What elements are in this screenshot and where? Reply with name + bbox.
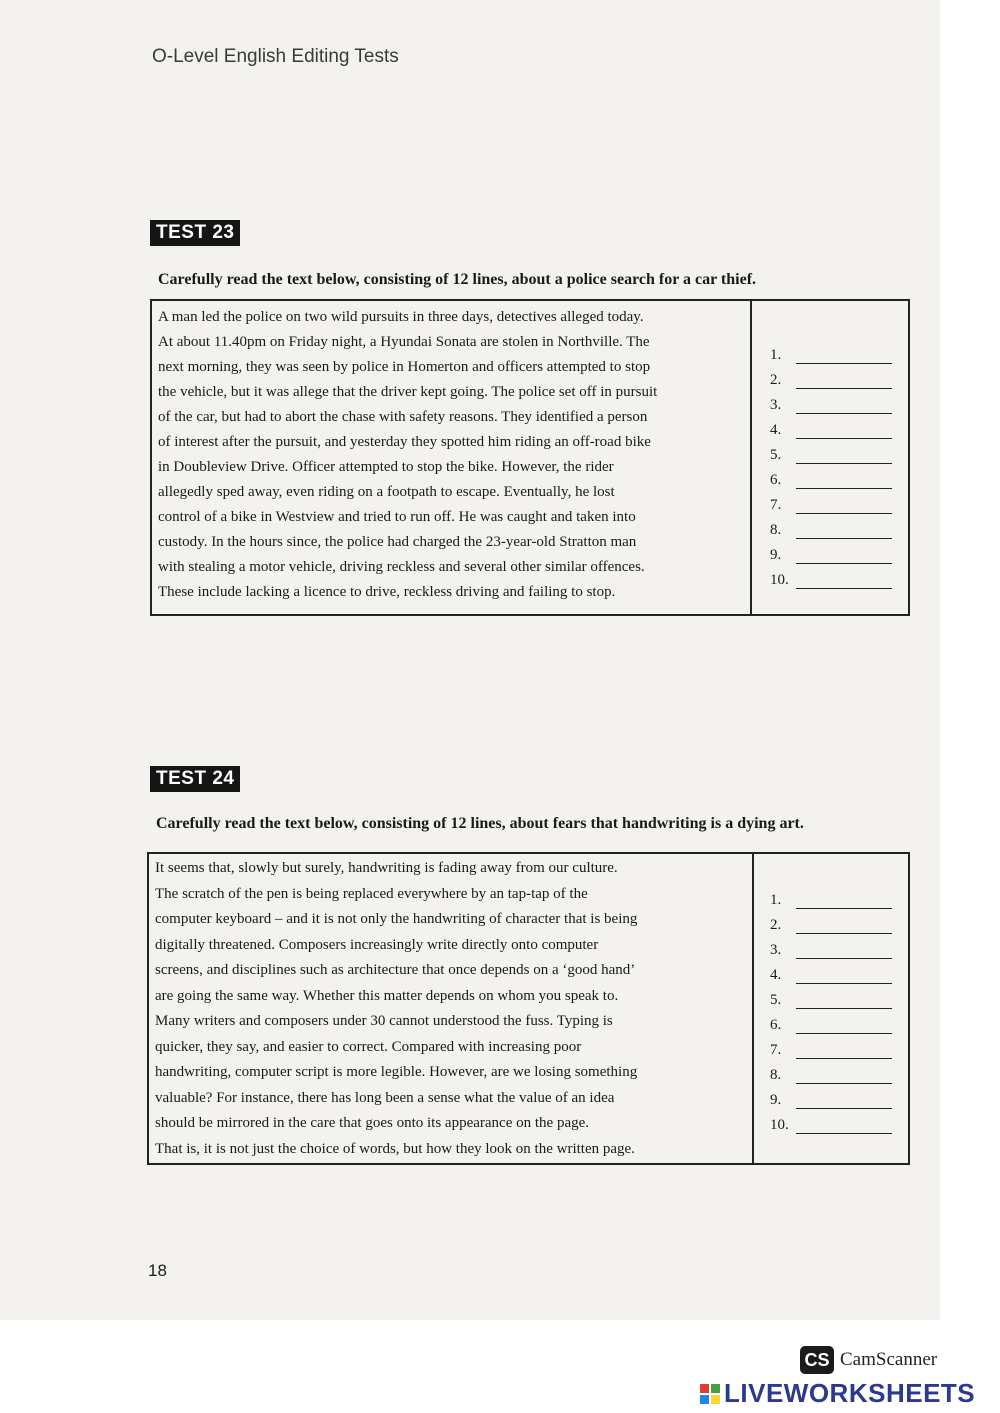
- answer-number: 2.: [770, 917, 782, 933]
- test-24-box: [147, 852, 910, 1165]
- answer-blank[interactable]: [796, 1119, 892, 1134]
- answer-row: [770, 464, 908, 489]
- test-24-instruction: Carefully read the text below, consisting of 12 lines, about fears that handwriting is a dying art.: [156, 815, 804, 832]
- answer-blank[interactable]: [796, 474, 892, 489]
- answer-row: [770, 389, 908, 414]
- text-line: control of a bike in Westview and tried to run off. He was caught and taken into: [158, 509, 636, 525]
- answer-blank[interactable]: [796, 374, 892, 389]
- answer-number: 6.: [770, 472, 782, 488]
- test-23-badge: TEST 23: [150, 220, 240, 246]
- answer-number: 4.: [770, 422, 782, 438]
- liveworksheets-grid-icon: [700, 1384, 720, 1404]
- answer-blank[interactable]: [796, 449, 892, 464]
- text-line: digitally threatened. Composers increasingly write directly onto computer: [155, 936, 599, 953]
- answer-number: 9.: [770, 1092, 782, 1108]
- text-line: It seems that, slowly but surely, handwriting is fading away from our culture.: [155, 860, 618, 876]
- answer-number: 5.: [770, 992, 782, 1008]
- answer-number: 3.: [770, 942, 782, 958]
- camscanner-logo-icon: CS: [800, 1346, 834, 1374]
- text-line: allegedly sped away, even riding on a footpath to escape. Eventually, he lost: [158, 484, 615, 500]
- text-line: These include lacking a licence to drive, reckless driving and failing to stop.: [158, 584, 616, 600]
- answer-blank[interactable]: [796, 1094, 892, 1109]
- book-header: O-Level English Editing Tests: [152, 46, 399, 67]
- answer-row: [770, 959, 908, 984]
- answer-row: [770, 414, 908, 439]
- text-line: of interest after the pursuit, and yesterday they spotted him riding an off-road bike: [158, 434, 651, 450]
- answer-number: 10.: [770, 572, 789, 588]
- answer-number: 2.: [770, 372, 782, 388]
- answer-row: [770, 1059, 908, 1084]
- text-line: next morning, they was seen by police in Homerton and officers attempted to stop: [158, 359, 651, 375]
- text-line: At about 11.40pm on Friday night, a Hyundai Sonata are stolen in Northville. The: [158, 334, 650, 350]
- text-line: custody. In the hours since, the police had charged the 23-year-old Stratton man: [158, 534, 637, 550]
- test-23-instruction: Carefully read the text below, consisting of 12 lines, about a police search for a car thief.: [158, 271, 757, 288]
- answer-number: 1.: [770, 347, 782, 363]
- answer-row: [770, 564, 908, 589]
- lw-square-icon: [700, 1384, 709, 1393]
- answer-row: [770, 489, 908, 514]
- answer-number: 10.: [770, 1117, 789, 1133]
- answer-number: 8.: [770, 1067, 782, 1083]
- text-line: valuable? For instance, there has long been a sense what the value of an idea: [155, 1089, 615, 1106]
- lw-square-icon: [711, 1384, 720, 1393]
- text-line: Many writers and composers under 30 cannot understood the fuss. Typing is: [155, 1013, 613, 1029]
- answer-blank[interactable]: [796, 399, 892, 414]
- answer-number: 1.: [770, 892, 782, 908]
- answer-row: [770, 514, 908, 539]
- test-24-badge: TEST 24: [150, 766, 240, 792]
- answer-row: [770, 984, 908, 1009]
- answer-row: [770, 364, 908, 389]
- answer-row: [770, 1009, 908, 1034]
- text-line: should be mirrored in the care that goes onto its appearance on the page.: [155, 1115, 590, 1131]
- answer-blank[interactable]: [796, 944, 892, 959]
- answer-row: [770, 339, 908, 364]
- answer-blank[interactable]: [796, 549, 892, 564]
- answer-number: 3.: [770, 397, 782, 413]
- answer-number: 7.: [770, 1042, 782, 1058]
- answer-blank[interactable]: [796, 969, 892, 984]
- text-line: quicker, they say, and easier to correct. Compared with increasing poor: [155, 1038, 582, 1055]
- text-line: screens, and disciplines such as architecture that once depends on a ‘good hand’: [155, 962, 636, 978]
- answer-blank[interactable]: [796, 1044, 892, 1059]
- answer-blank[interactable]: [796, 919, 892, 934]
- answer-blank[interactable]: [796, 1019, 892, 1034]
- text-line: A man led the police on two wild pursuits in three days, detectives alleged today.: [158, 309, 644, 325]
- answer-blank[interactable]: [796, 499, 892, 514]
- answer-number: 8.: [770, 522, 782, 538]
- text-line: The scratch of the pen is being replaced everywhere by an tap-tap of the: [155, 885, 588, 902]
- answer-row: [770, 1034, 908, 1059]
- text-line: That is, it is not just the choice of words, but how they look on the written page.: [155, 1140, 635, 1157]
- answer-blank[interactable]: [796, 424, 892, 439]
- answer-row: [770, 909, 908, 934]
- camscanner-watermark: [800, 1346, 937, 1374]
- liveworksheets-label: LIVEWORKSHEETS: [724, 1378, 976, 1408]
- text-line: in Doubleview Drive. Officer attempted to stop the bike. However, the rider: [158, 459, 614, 475]
- answer-blank[interactable]: [796, 349, 892, 364]
- answer-number: 6.: [770, 1017, 782, 1033]
- answer-number: 5.: [770, 447, 782, 463]
- answer-blank[interactable]: [796, 894, 892, 909]
- lw-square-icon: [700, 1395, 709, 1404]
- camscanner-label: CamScanner: [840, 1349, 938, 1370]
- page-number: 18: [148, 1261, 167, 1280]
- test-24-text: [149, 854, 754, 1163]
- text-line: computer keyboard – and it is not only the handwriting of character that is being: [155, 911, 638, 927]
- answer-row: [770, 1084, 908, 1109]
- lw-square-icon: [711, 1395, 720, 1404]
- answer-row: [770, 934, 908, 959]
- answer-row: [770, 439, 908, 464]
- text-line: are going the same way. Whether this matter depends on whom you speak to.: [155, 987, 619, 1004]
- test-23-text: [152, 301, 752, 614]
- answer-number: 9.: [770, 547, 782, 563]
- answer-number: 7.: [770, 497, 782, 513]
- answer-blank[interactable]: [796, 574, 892, 589]
- answer-row: [770, 539, 908, 564]
- answer-blank[interactable]: [796, 1069, 892, 1084]
- answer-number: 4.: [770, 967, 782, 983]
- answer-blank[interactable]: [796, 524, 892, 539]
- text-line: handwriting, computer script is more legible. However, are we losing something: [155, 1064, 638, 1080]
- text-line: with stealing a motor vehicle, driving reckless and several other similar offences.: [158, 559, 645, 575]
- answer-row: [770, 1109, 908, 1134]
- text-line: the vehicle, but it was allege that the driver kept going. The police set off in pursuit: [158, 384, 658, 400]
- test-24-answers: [754, 854, 908, 1163]
- test-23-box: [150, 299, 910, 616]
- answer-blank[interactable]: [796, 994, 892, 1009]
- answer-row: [770, 884, 908, 909]
- text-line: of the car, but had to abort the chase with safety reasons. They identified a person: [158, 409, 648, 425]
- liveworksheets-watermark: [700, 1378, 975, 1409]
- test-23-answers: [752, 301, 908, 614]
